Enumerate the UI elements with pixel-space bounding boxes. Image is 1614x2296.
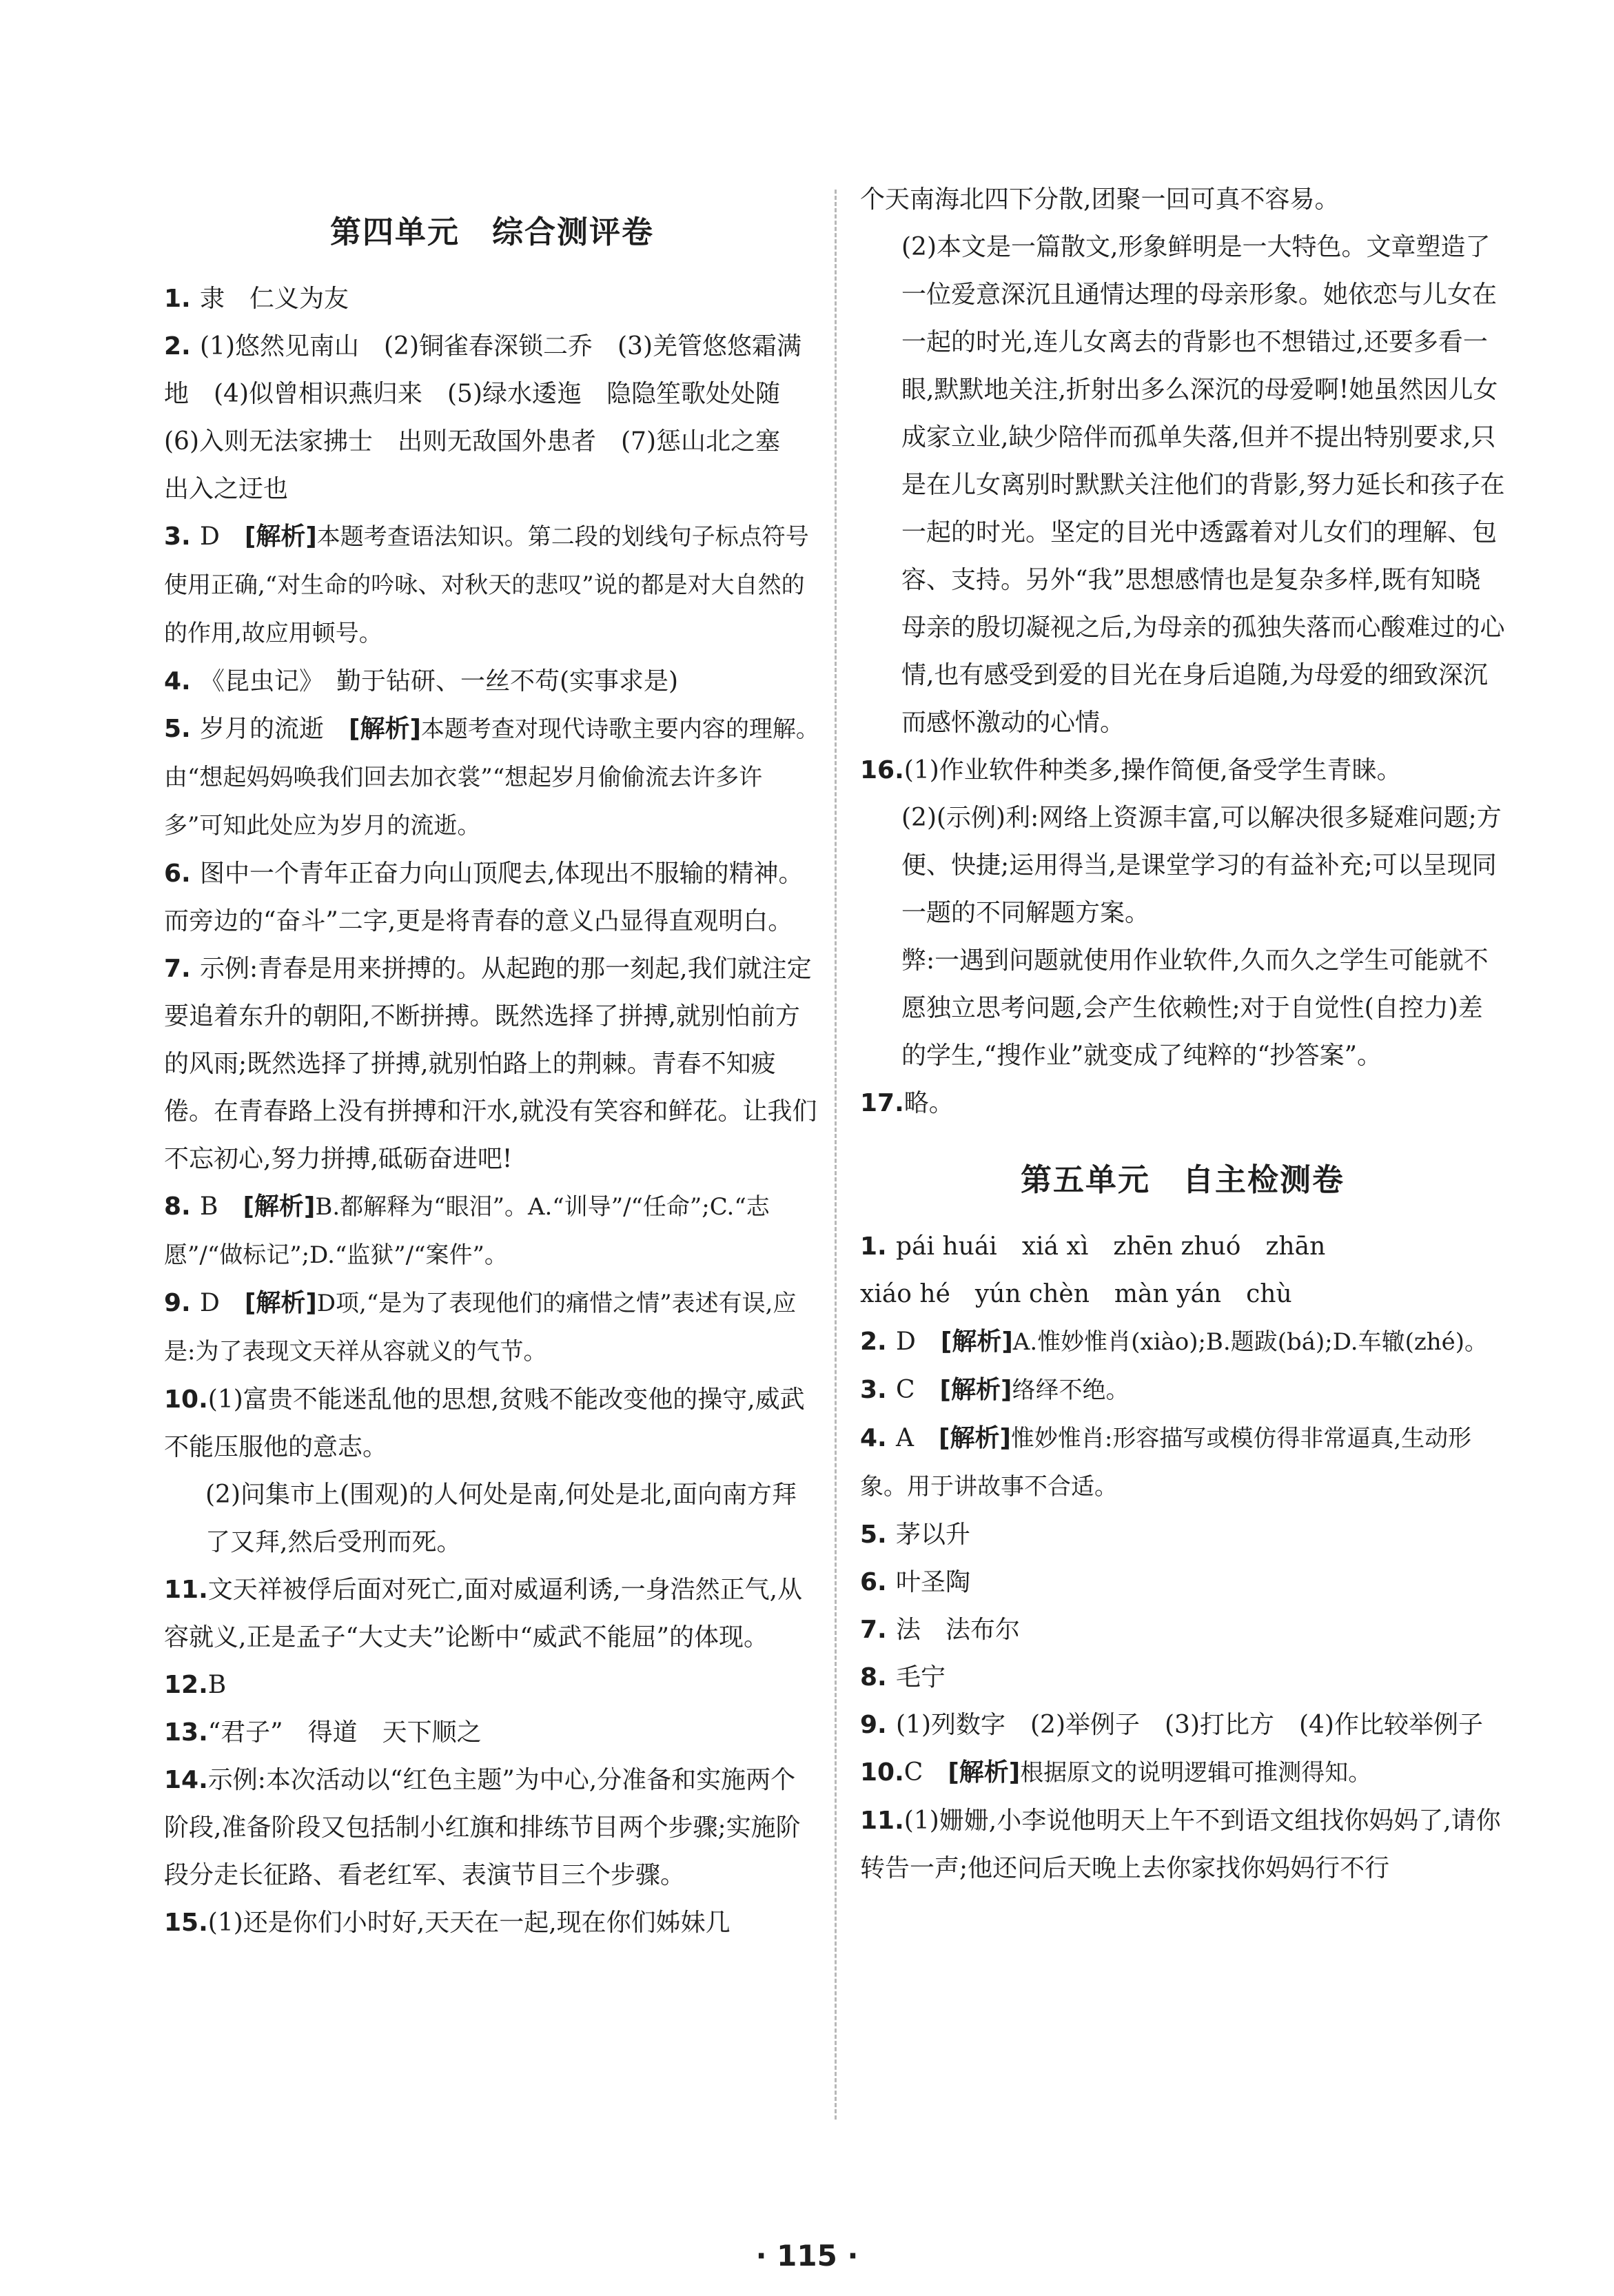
analysis-tag: [解析] xyxy=(939,1424,1011,1452)
item-text: D xyxy=(896,1328,941,1356)
item-number: 6. xyxy=(860,1568,887,1596)
item-text: (1)作业软件种类多,操作简便,备受学生青睐。 xyxy=(903,756,1402,784)
answer-item xyxy=(860,1654,1505,1701)
answer-item xyxy=(860,1558,1505,1606)
analysis-tag: [解析] xyxy=(244,522,317,551)
analysis-tag: [解析] xyxy=(939,1376,1012,1404)
answer-item xyxy=(860,1414,1505,1511)
analysis-tag: [解析] xyxy=(349,715,421,743)
answer-item xyxy=(860,1318,1505,1366)
item-text: “君子” 得道 天下顺之 xyxy=(207,1718,482,1747)
item-text: (1)列数字 (2)举例子 (3)打比方 (4)作比较举例子 xyxy=(896,1711,1483,1739)
item-number: 10. xyxy=(860,1758,904,1787)
column-divider xyxy=(835,190,837,2120)
item-text: 文天祥被俘后面对死亡,面对威逼利诱,一身浩然正气,从容就义,正是孟子“大丈夫”论断中“威武不能屈”的体现。 xyxy=(164,1576,803,1652)
answer-item xyxy=(164,1279,820,1376)
analysis-tag: [解析] xyxy=(948,1758,1021,1787)
item-number: 2. xyxy=(164,332,191,360)
item-text: (1)还是你们小时好,天天在一起,现在你们姊妹几 xyxy=(207,1909,731,1937)
analysis-text: 惟妙惟肖:形容描写或模仿得非常逼真,生动形象。用于讲故事不合适。 xyxy=(860,1425,1472,1501)
item-text: 图中一个青年正奋力向山顶爬去,体现出不服输的精神。而旁边的“奋斗”二字,更是将青春的意义凸显得直观明白。 xyxy=(164,860,804,935)
item-text: 弊:一遇到问题就使用作业软件,久而久之学生可能就不愿独立思考问题,会产生依赖性;对于自觉性(自控力)差的学生,“搜作业”就变成了纯粹的“抄答案”。 xyxy=(901,946,1489,1070)
answer-item xyxy=(860,1366,1505,1414)
item-text: 叶圣陶 xyxy=(896,1568,971,1596)
answer-item xyxy=(164,945,820,1183)
item-text: (1)富贵不能迷乱他的思想,贫贱不能改变他的操守,威武不能压服他的意志。 xyxy=(164,1385,805,1461)
item-text: 岁月的流逝 xyxy=(200,715,349,743)
item-text: 略。 xyxy=(903,1089,954,1117)
item-number: 14. xyxy=(164,1766,208,1794)
item-number: 9. xyxy=(860,1711,887,1739)
answer-item xyxy=(164,513,820,658)
continued-answer: (2)本文是一篇散文,形象鲜明是一大特色。文章塑造了一位爱意深沉且通情达理的母亲形象。她依恋与儿女在一起的时光,连儿女离去的背影也不想错过,还要多看一眼,默默地关注,折射出多么深沉的母爱啊!她虽然因儿女成家立业,缺少陪伴而孤单失落,但并不提出特别要求,只是在儿女离别时默默关注他们的背影,努力延长和孩子在一起的时光。坚定的目光中透露着对儿女们的理解、包容、支持。另外“我”思想感情也是复杂多样,既有知晓母亲的殷切凝视之后,为母亲的孤独失落而心酸难过的心情,也有感受到爱的目光在身后追随,为母爱的细致深沉而感怀激动的心情。 xyxy=(901,233,1505,737)
item-text: 隶 仁义为友 xyxy=(200,285,349,313)
item-number: 7. xyxy=(860,1616,887,1644)
right-column xyxy=(860,176,1505,1892)
item-number: 15. xyxy=(164,1909,208,1937)
item-text: D xyxy=(200,522,245,551)
item-number: 17. xyxy=(860,1089,904,1117)
item-text: (1)姗姗,小李说他明天上午不到语文组找你妈妈了,请你转告一声;他还问后天晚上去你家找你妈妈行不行 xyxy=(860,1807,1501,1882)
item-number: 4. xyxy=(860,1424,887,1452)
item-number: 7. xyxy=(164,955,191,983)
analysis-text: 络绎不绝。 xyxy=(1012,1376,1130,1404)
item-number: 6. xyxy=(164,860,191,888)
item-number: 10. xyxy=(164,1385,208,1414)
right-items-b xyxy=(860,1223,1505,1892)
answer-item xyxy=(164,705,820,850)
item-text: 法 法布尔 xyxy=(896,1616,1021,1644)
answer-item xyxy=(860,746,1505,794)
item-number: 4. xyxy=(164,667,191,695)
answer-item xyxy=(860,1701,1505,1749)
item-number: 9. xyxy=(164,1289,191,1317)
item-number: 13. xyxy=(164,1718,208,1747)
item-number: 12. xyxy=(164,1671,208,1699)
item-text: 示例:青春是用来拼搏的。从起跑的那一刻起,我们就注定要追着东升的朝阳,不断拼搏。既然选择了拼搏,就别怕前方的风雨;既然选择了拼搏,就别怕路上的荆棘。青春不知疲倦。在青春路上没有拼搏和汗水,就没有笑容和鲜花。让我们不忘初心,努力拼搏,砥砺奋进吧! xyxy=(164,955,817,1173)
analysis-text: 根据原文的说明逻辑可推测得知。 xyxy=(1020,1759,1372,1787)
analysis-text: A.惟妙惟肖(xiào);B.题跋(bá);D.车辙(zhé)。 xyxy=(1012,1328,1489,1356)
answer-item xyxy=(164,323,820,513)
answer-item xyxy=(860,937,1505,1079)
item-number: 8. xyxy=(860,1663,887,1691)
item-number: 2. xyxy=(860,1328,887,1356)
answer-item xyxy=(164,275,820,323)
answer-item xyxy=(860,1223,1505,1318)
continued-answer: 个天南海北四下分散,团聚一回可真不容易。 xyxy=(860,185,1340,214)
answer-item xyxy=(164,1899,820,1947)
page-number: · 115 · xyxy=(755,2239,859,2273)
analysis-tag: [解析] xyxy=(244,1289,317,1317)
answer-item xyxy=(860,1797,1505,1892)
item-number: 1. xyxy=(860,1232,887,1261)
answer-item xyxy=(164,1471,820,1566)
answer-item xyxy=(164,1756,820,1899)
continuation-block xyxy=(860,176,1505,746)
left-items xyxy=(164,275,820,1947)
item-number: 16. xyxy=(860,756,904,784)
item-text: (2)(示例)利:网络上资源丰富,可以解决很多疑难问题;方便、快捷;运用得当,是课堂学习的有益补充;可以呈现同一题的不同解题方案。 xyxy=(901,804,1502,927)
analysis-text: D项,“是为了表现他们的痛惜之情”表述有误,应是:为了表现文天祥从容就义的气节。 xyxy=(164,1290,797,1365)
left-column xyxy=(164,172,820,1947)
analysis-text: 本题考查对现代诗歌主要内容的理解。由“想起妈妈唤我们回去加衣裳”“想起岁月偷偷流去许多许多”可知此处应为岁月的流逝。 xyxy=(164,715,819,840)
item-number: 11. xyxy=(860,1807,904,1835)
answer-item xyxy=(860,1511,1505,1558)
item-number: 5. xyxy=(164,715,191,743)
answer-item xyxy=(164,1709,820,1756)
item-text: D xyxy=(200,1289,245,1317)
answer-item xyxy=(164,1661,820,1709)
item-text: pái huái xiá xì zhēn zhuó zhān xiáo hé yún chèn màn yán chù xyxy=(860,1232,1326,1308)
section-title-unit5: 第五单元 自主检测卷 xyxy=(1020,1161,1345,1198)
item-number: 8. xyxy=(164,1192,191,1221)
item-text: 《昆虫记》 勤于钻研、一丝不苟(实事求是) xyxy=(200,667,679,695)
item-text: 毛宁 xyxy=(896,1663,946,1691)
answer-item xyxy=(164,850,820,945)
item-text: A xyxy=(896,1424,939,1452)
item-text: C xyxy=(896,1376,940,1404)
answer-item xyxy=(860,794,1505,937)
item-number: 11. xyxy=(164,1576,208,1604)
section-title-unit4: 第四单元 综合测评卷 xyxy=(329,214,654,250)
item-text: 示例:本次活动以“红色主题”为中心,分准备和实施两个阶段,准备阶段又包括制小红旗和排练节目两个步骤;实施阶段分走长征路、看老红军、表演节目三个步骤。 xyxy=(164,1766,801,1889)
analysis-text: B.都解释为“眼泪”。A.“训导”/“任命”;C.“志愿”/“做标记”;D.“监狱”/“案件”。 xyxy=(164,1193,770,1269)
answer-item xyxy=(860,1606,1505,1654)
analysis-tag: [解析] xyxy=(940,1328,1013,1356)
item-text: B xyxy=(200,1192,243,1221)
item-text: 茅以升 xyxy=(896,1521,971,1549)
answer-item xyxy=(164,1566,820,1661)
analysis-text: 本题考查语法知识。第二段的划线句子标点符号使用正确,“对生命的吟咏、对秋天的悲叹”说的都是对大自然的的作用,故应用顿号。 xyxy=(164,523,809,647)
answer-item xyxy=(860,1749,1505,1797)
item-text: (2)问集市上(围观)的人何处是南,何处是北,面向南方拜了又拜,然后受刑而死。 xyxy=(205,1481,797,1556)
item-text: B xyxy=(207,1671,227,1699)
answer-item xyxy=(860,1079,1505,1127)
item-text: (1)悠然见南山 (2)铜雀春深锁二乔 (3)羌管悠悠霜满地 (4)似曾相识燕归来 (5)绿水逶迤 隐隐笙歌处处随 (6)入则无法家拂士 出则无敌国外患者 (7)惩山北之塞 出入之迂也 xyxy=(164,332,806,503)
answer-item xyxy=(164,1183,820,1279)
right-items-a xyxy=(860,746,1505,1127)
item-number: 5. xyxy=(860,1521,887,1549)
item-text: C xyxy=(903,1758,948,1787)
item-number: 1. xyxy=(164,285,191,313)
analysis-tag: [解析] xyxy=(243,1192,316,1221)
answer-item xyxy=(164,658,820,705)
item-number: 3. xyxy=(164,522,191,551)
item-number: 3. xyxy=(860,1376,887,1404)
answer-item xyxy=(164,1376,820,1471)
